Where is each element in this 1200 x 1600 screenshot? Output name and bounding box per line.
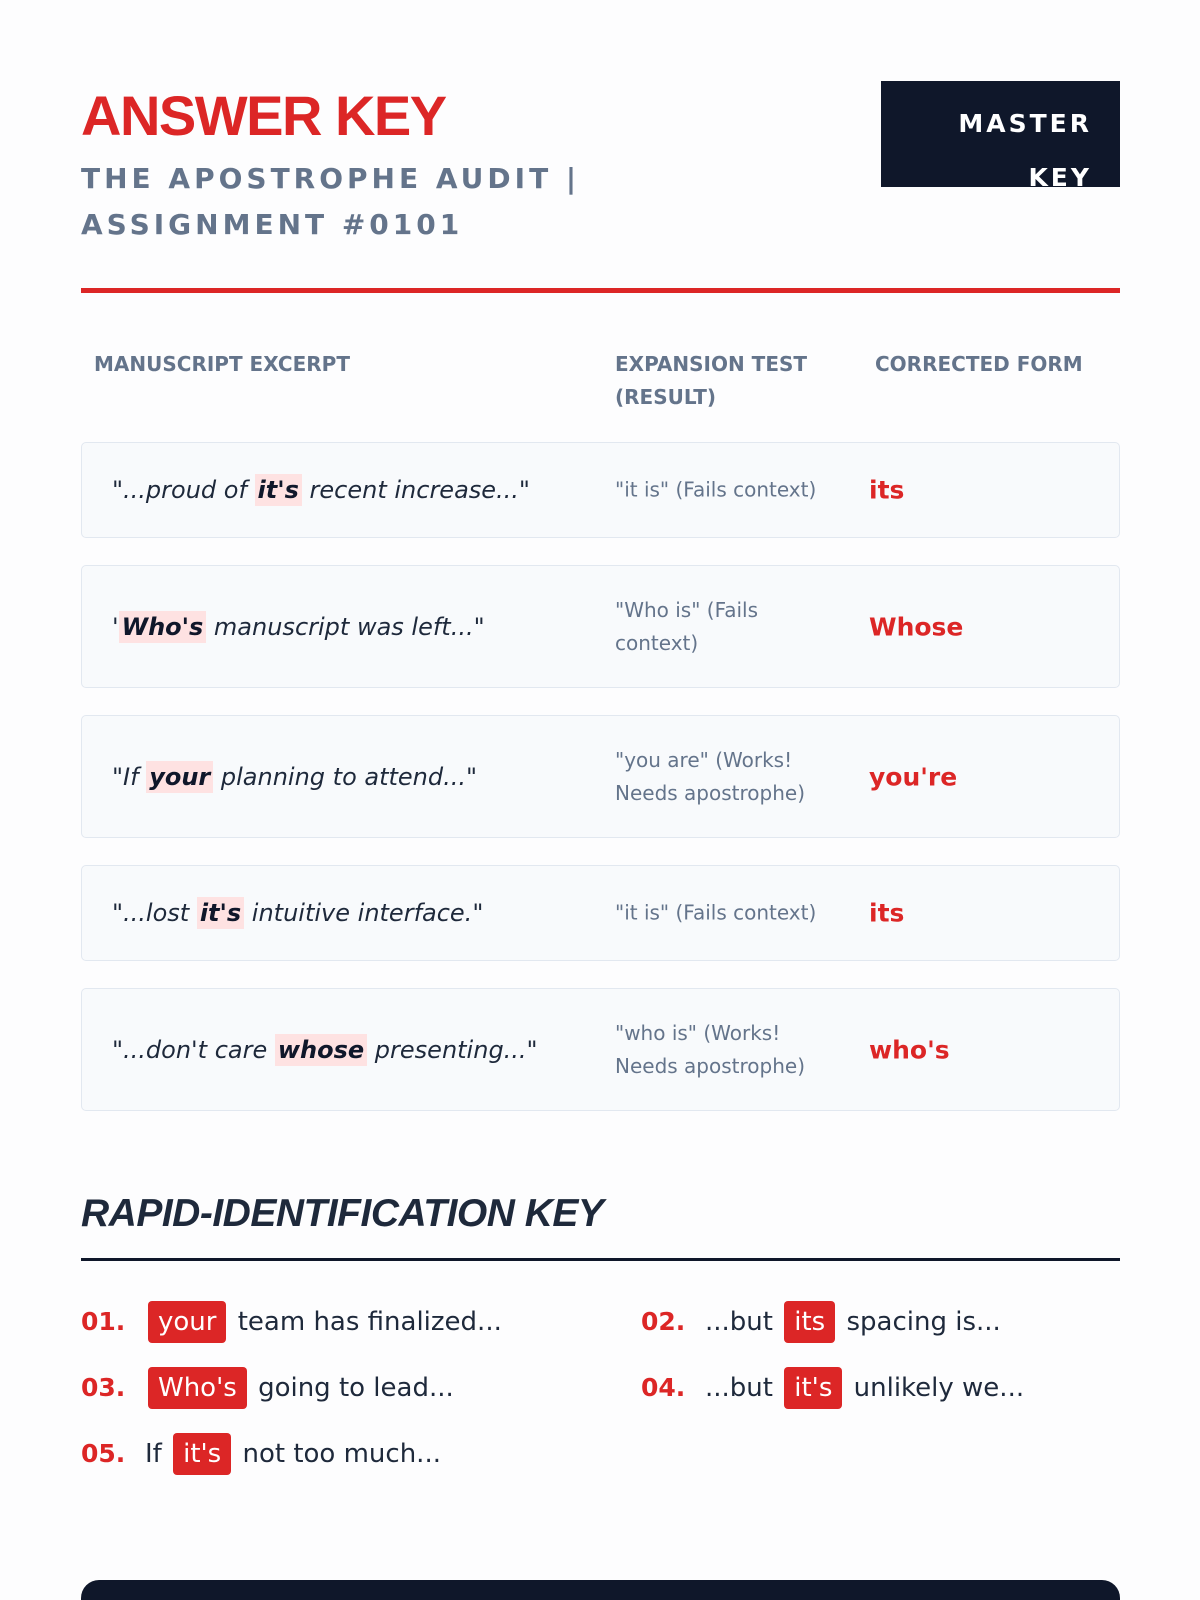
excerpt-before: "...don't care [112, 1035, 275, 1064]
item-number: 04. [641, 1373, 686, 1402]
section-divider [81, 1258, 1120, 1261]
item-number: 01. [81, 1307, 126, 1336]
table-row [81, 565, 1120, 688]
excerpt-after: recent increase..." [301, 476, 530, 504]
item-after: unlikely we... [853, 1373, 1025, 1403]
item-after: team has finalized... [237, 1307, 502, 1337]
excerpt-before: "If [112, 762, 147, 791]
manuscript-excerpt [112, 1033, 538, 1067]
header [81, 0, 1120, 295]
page-subtitle: THE APOSTROPHE AUDIT | ASSIGNMENT #0101 [81, 162, 581, 241]
excerpt-before: ' [112, 612, 119, 641]
column-header-excerpt: MANUSCRIPT EXCERPT [94, 352, 350, 376]
expansion-test: "Who is" (Fails context) [615, 597, 759, 655]
item-number: 02. [641, 1307, 686, 1336]
table-row [81, 988, 1120, 1111]
answer-word-tag: Who's [148, 1367, 247, 1409]
item-number: 03. [81, 1373, 126, 1402]
expansion-test: "who is" (Works! Needs apostrophe) [615, 1020, 805, 1078]
item-after: spacing is... [846, 1307, 1001, 1337]
excerpt-before: "...lost [112, 899, 197, 927]
column-header-corrected: CORRECTED FORM [875, 352, 1083, 376]
item-number: 05. [81, 1439, 126, 1468]
excerpt-after: intuitive interface." [244, 899, 484, 927]
excerpt-after: planning to attend..." [213, 762, 478, 791]
item-after: going to lead... [258, 1373, 454, 1403]
error-word-highlight: it's [255, 474, 302, 506]
item-text [705, 1300, 1001, 1344]
expansion-test: "you are" (Works! Needs apostrophe) [615, 747, 805, 805]
manuscript-excerpt [112, 473, 530, 507]
answer-word-tag: its [784, 1301, 835, 1343]
error-word-highlight: whose [275, 1034, 367, 1066]
item-before: If [145, 1439, 162, 1469]
rapid-item [641, 1366, 1120, 1410]
manuscript-excerpt [112, 610, 485, 644]
header-divider [81, 288, 1120, 293]
error-word-highlight: it's [197, 897, 244, 929]
corrected-form: Whose [869, 612, 964, 641]
corrected-form: its [869, 898, 905, 928]
item-before: ...but [705, 1307, 773, 1337]
badge-line-2: KEY [1028, 163, 1092, 192]
table-row [81, 865, 1120, 961]
item-text [705, 1366, 1024, 1410]
table-row [81, 442, 1120, 538]
manuscript-excerpt [112, 760, 477, 794]
error-word-highlight: your [146, 761, 213, 793]
answer-word-tag: it's [784, 1367, 842, 1409]
column-header-test: EXPANSION TEST (RESULT) [615, 352, 808, 409]
table-row [81, 715, 1120, 838]
master-key-badge [881, 81, 1120, 192]
rapid-identification-title: RAPID-IDENTIFICATION KEY [81, 1192, 604, 1235]
rapid-item [81, 1432, 621, 1476]
rapid-item [81, 1366, 621, 1410]
error-word-highlight: Who's [119, 611, 207, 643]
expansion-test: "it is" (Fails context) [615, 477, 817, 502]
excerpt-before: "...proud of [112, 476, 255, 504]
corrected-form: who's [869, 1035, 950, 1064]
item-text [145, 1432, 441, 1476]
corrected-form: its [869, 475, 905, 505]
footer-bar [81, 1580, 1120, 1600]
answer-word-tag: your [148, 1301, 226, 1343]
item-text [145, 1300, 502, 1344]
page-title: ANSWER KEY [81, 84, 446, 147]
item-text [145, 1366, 454, 1410]
excerpt-after: presenting..." [367, 1035, 538, 1064]
rapid-item [81, 1300, 621, 1344]
excerpt-after: manuscript was left..." [206, 612, 485, 641]
item-before: ...but [705, 1373, 773, 1403]
rapid-item [641, 1300, 1120, 1344]
item-after: not too much... [242, 1439, 441, 1469]
answer-word-tag: it's [173, 1433, 231, 1475]
corrected-form: you're [869, 762, 958, 791]
badge-line-1: MASTER [958, 109, 1092, 138]
expansion-test: "it is" (Fails context) [615, 900, 817, 925]
manuscript-excerpt [112, 896, 483, 930]
